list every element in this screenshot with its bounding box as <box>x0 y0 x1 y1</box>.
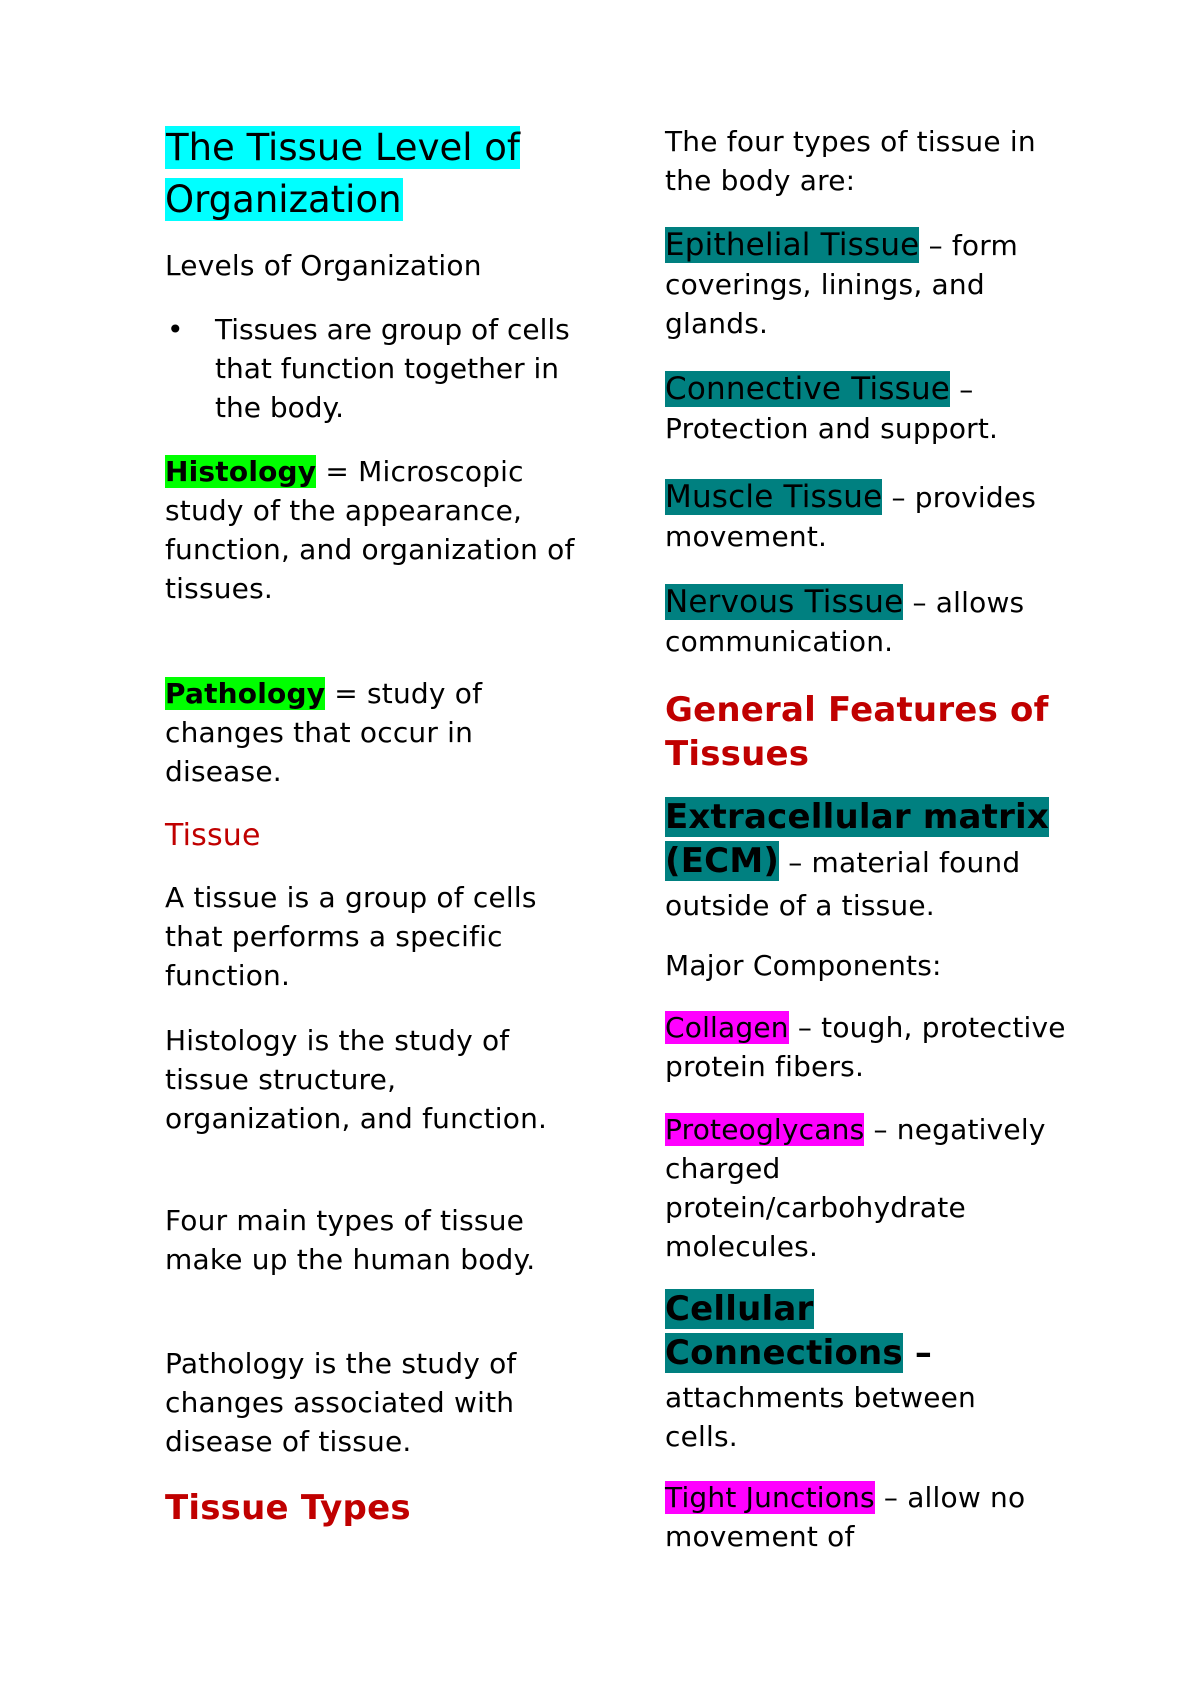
list-item-text: Tissues are group of cells that function together in the body. <box>215 313 570 424</box>
muscle-term: Muscle Tissue <box>665 479 883 515</box>
proteoglycans-def: – negatively charged protein/carbohydrate molecules. <box>665 1113 1046 1263</box>
page-title-text: The Tissue Level of Organization <box>165 126 520 221</box>
connective-term: Connective Tissue <box>665 371 951 407</box>
tight-junctions-entry <box>665 1478 1045 1556</box>
histology-definition <box>165 452 575 608</box>
tight-junctions-def: – allow no movement of <box>665 1481 1026 1553</box>
ecm-term-line2: (ECM) <box>665 841 780 881</box>
pathology-term: Pathology <box>165 677 326 710</box>
ecm-def: – material found outside of a tissue. <box>665 846 1021 922</box>
ecm-term-line1: Extracellular matrix <box>665 797 1050 837</box>
tissue-paragraph-3: Four main types of tissue make up the human body. <box>165 1204 536 1276</box>
tissue-types-heading: Tissue Types <box>165 1488 411 1528</box>
cellular-connections-entry <box>665 1288 1085 1376</box>
general-features-heading: General Features of Tissues <box>665 690 1049 774</box>
pathology-definition <box>165 674 575 791</box>
levels-heading: Levels of Organization <box>165 249 482 282</box>
muscle-entry <box>665 478 1065 556</box>
collagen-def: – tough, protective protein fibers. <box>665 1011 1066 1083</box>
tissue-types-intro: The four types of tissue in the body are: <box>665 125 1036 197</box>
proteoglycans-term: Proteoglycans <box>665 1113 865 1146</box>
cellular-def: attachments between cells. <box>665 1381 977 1453</box>
ecm-entry <box>665 796 1085 927</box>
collagen-term: Collagen <box>665 1011 789 1044</box>
histology-def: = Microscopic study of the appearance, function, and organization of tissues. <box>165 455 575 605</box>
connective-def: – Protection and support. <box>665 373 999 445</box>
cellular-term-line2: Connections <box>665 1333 903 1373</box>
tissue-paragraph-1: A tissue is a group of cells that performs a specific function. <box>165 881 537 992</box>
page-title <box>165 122 585 226</box>
connective-entry <box>665 370 1085 448</box>
nervous-def: – allows communication. <box>665 586 1025 658</box>
list-item <box>165 310 575 427</box>
bullet-icon: • <box>167 313 184 346</box>
pathology-def: = study of changes that occur in disease. <box>165 677 483 788</box>
tissue-paragraph-4: Pathology is the study of changes associated with disease of tissue. <box>165 1347 517 1458</box>
nervous-entry <box>665 583 1065 661</box>
cellular-dash: – <box>902 1333 933 1373</box>
histology-term: Histology <box>165 455 317 488</box>
major-components: Major Components: <box>665 949 942 982</box>
levels-list <box>165 310 575 427</box>
nervous-term: Nervous Tissue <box>665 584 904 620</box>
epithelial-term: Epithelial Tissue <box>665 227 920 263</box>
proteoglycans-entry <box>665 1110 1065 1266</box>
epithelial-entry <box>665 226 1085 343</box>
collagen-entry <box>665 1008 1085 1086</box>
cellular-term-line1: Cellular <box>665 1289 814 1329</box>
tissue-paragraph-2: Histology is the study of tissue structure, organization, and function. <box>165 1024 548 1135</box>
muscle-def: – provides movement. <box>665 481 1037 553</box>
epithelial-def: – form coverings, linings, and glands. <box>665 229 1018 340</box>
tissue-heading: Tissue <box>165 818 261 853</box>
tight-junctions-term: Tight Junctions <box>665 1481 875 1514</box>
